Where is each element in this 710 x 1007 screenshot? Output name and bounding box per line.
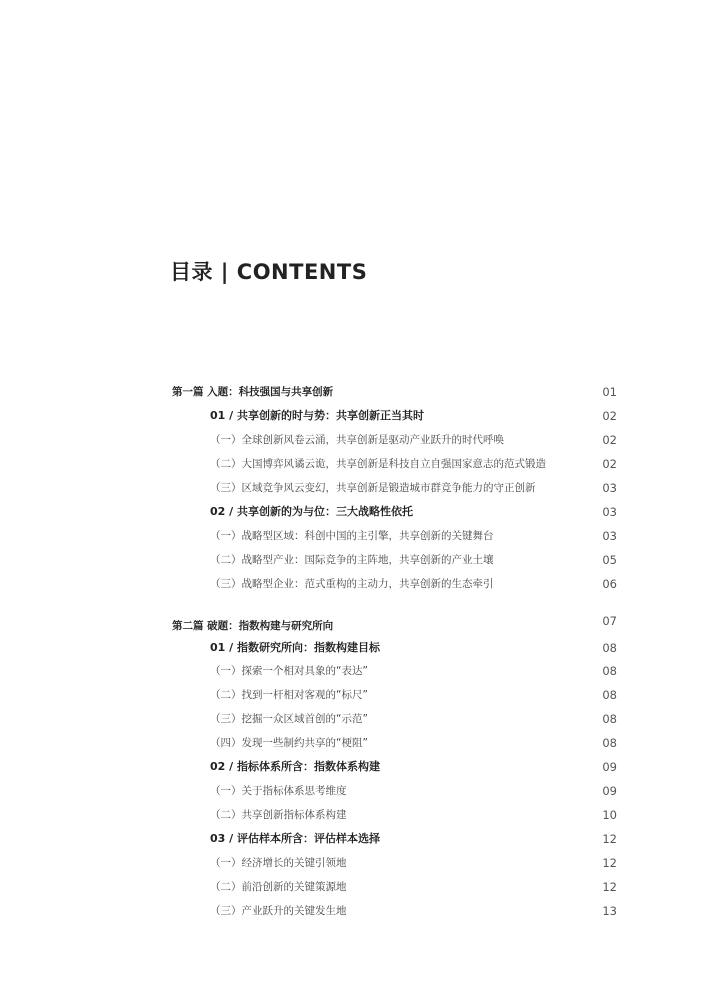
toc-entry-label: 01 / 共享创新的时与势：共享创新正当其时 [210, 409, 424, 422]
toc-entry-section[interactable] [170, 526, 617, 546]
toc-entry-page: 08 [602, 736, 617, 750]
toc-entry-section[interactable] [170, 805, 617, 825]
toc-entry-label: （三）产业跃升的关键发生地 [210, 905, 347, 917]
toc-entry-label: （二）战略型产业：国际竞争的主阵地，共享创新的产业土壤 [210, 554, 494, 566]
toc-entry-page: 09 [602, 784, 617, 798]
toc-entry-page: 09 [602, 760, 617, 774]
toc-entry-chapter[interactable] [170, 502, 617, 522]
toc-entry-label: （一）探索一个相对具象的“表达” [210, 665, 368, 677]
toc-entry-part-1[interactable] [170, 382, 617, 402]
toc-entry-label: 02 / 指标体系所含：指数体系构建 [210, 760, 380, 773]
toc-entry-page: 12 [602, 832, 617, 846]
toc-entry-page: 08 [602, 712, 617, 726]
toc-entry-label: （一）关于指标体系思考维度 [210, 785, 347, 797]
toc-entry-page: 06 [602, 577, 617, 591]
page-title: 目录 | CONTENTS [170, 260, 368, 284]
toc-entry-label: （四）发现一些制约共享的“梗阻” [210, 737, 368, 749]
toc-entry-page: 07 [602, 614, 617, 628]
toc-entry-page: 08 [602, 641, 617, 655]
toc-entry-section[interactable] [170, 574, 617, 594]
toc-entry-label: （二）找到一杆相对客观的“标尺” [210, 689, 368, 701]
toc-entry-label: （三）区域竞争风云变幻，共享创新是锻造城市群竞争能力的守正创新 [210, 482, 536, 494]
toc-entry-page: 10 [602, 808, 617, 822]
toc-entry-page: 08 [602, 688, 617, 702]
toc-entry-section[interactable] [170, 478, 617, 498]
toc-entry-label: （一）经济增长的关键引领地 [210, 857, 347, 869]
toc-entry-section[interactable] [170, 901, 617, 921]
toc-entry-page: 01 [602, 385, 617, 399]
toc-entry-page: 02 [602, 433, 617, 447]
toc-entry-label: （一）全球创新风卷云涌，共享创新是驱动产业跃升的时代呼唤 [210, 434, 504, 446]
toc-entry-chapter[interactable] [170, 406, 617, 426]
toc-entry-label: 第二篇 破题：指数构建与研究所向 [172, 620, 334, 632]
toc-entry-section[interactable] [170, 733, 617, 753]
toc-entry-label: （二）前沿创新的关键策源地 [210, 881, 347, 893]
toc-entry-section[interactable] [170, 550, 617, 570]
toc-entry-chapter[interactable] [170, 638, 617, 658]
toc-entry-section[interactable] [170, 454, 617, 474]
toc-entry-label: 03 / 评估样本所含：评估样本选择 [210, 832, 380, 845]
toc-entry-part-2[interactable] [170, 616, 617, 636]
toc-entry-label: （三）战略型企业：范式重构的主动力，共享创新的生态牵引 [210, 578, 494, 590]
toc-entry-label: （三）挖掘一众区域首创的“示范” [210, 713, 368, 725]
toc-entry-section[interactable] [170, 661, 617, 681]
toc-entry-chapter[interactable] [170, 757, 617, 777]
toc-entry-label: 第一篇 入题：科技强国与共享创新 [172, 386, 334, 398]
toc-entry-page: 03 [602, 529, 617, 543]
toc-entry-chapter[interactable] [170, 829, 617, 849]
toc-entry-page: 02 [602, 457, 617, 471]
toc-entry-label: 02 / 共享创新的为与位：三大战略性依托 [210, 505, 413, 518]
toc-entry-page: 13 [602, 904, 617, 918]
toc-entry-label: （二）共享创新指标体系构建 [210, 809, 347, 821]
toc-entry-page: 05 [602, 553, 617, 567]
toc-entry-label: （二）大国博弈风谲云诡，共享创新是科技自立自强国家意志的范式锻造 [210, 458, 546, 470]
toc-entry-section[interactable] [170, 709, 617, 729]
toc-entry-page: 02 [602, 409, 617, 423]
toc-entry-page: 03 [602, 481, 617, 495]
toc-entry-page: 08 [602, 664, 617, 678]
toc-entry-section[interactable] [170, 430, 617, 450]
toc-entry-page: 03 [602, 505, 617, 519]
toc-entry-section[interactable] [170, 877, 617, 897]
toc-entry-page: 12 [602, 880, 617, 894]
toc-entry-section[interactable] [170, 781, 617, 801]
toc-entry-section[interactable] [170, 853, 617, 873]
toc-entry-label: 01 / 指数研究所向：指数构建目标 [210, 641, 380, 654]
toc-entry-page: 12 [602, 856, 617, 870]
toc-entry-section[interactable] [170, 685, 617, 705]
toc-entry-label: （一）战略型区域：科创中国的主引擎，共享创新的关键舞台 [210, 530, 494, 542]
